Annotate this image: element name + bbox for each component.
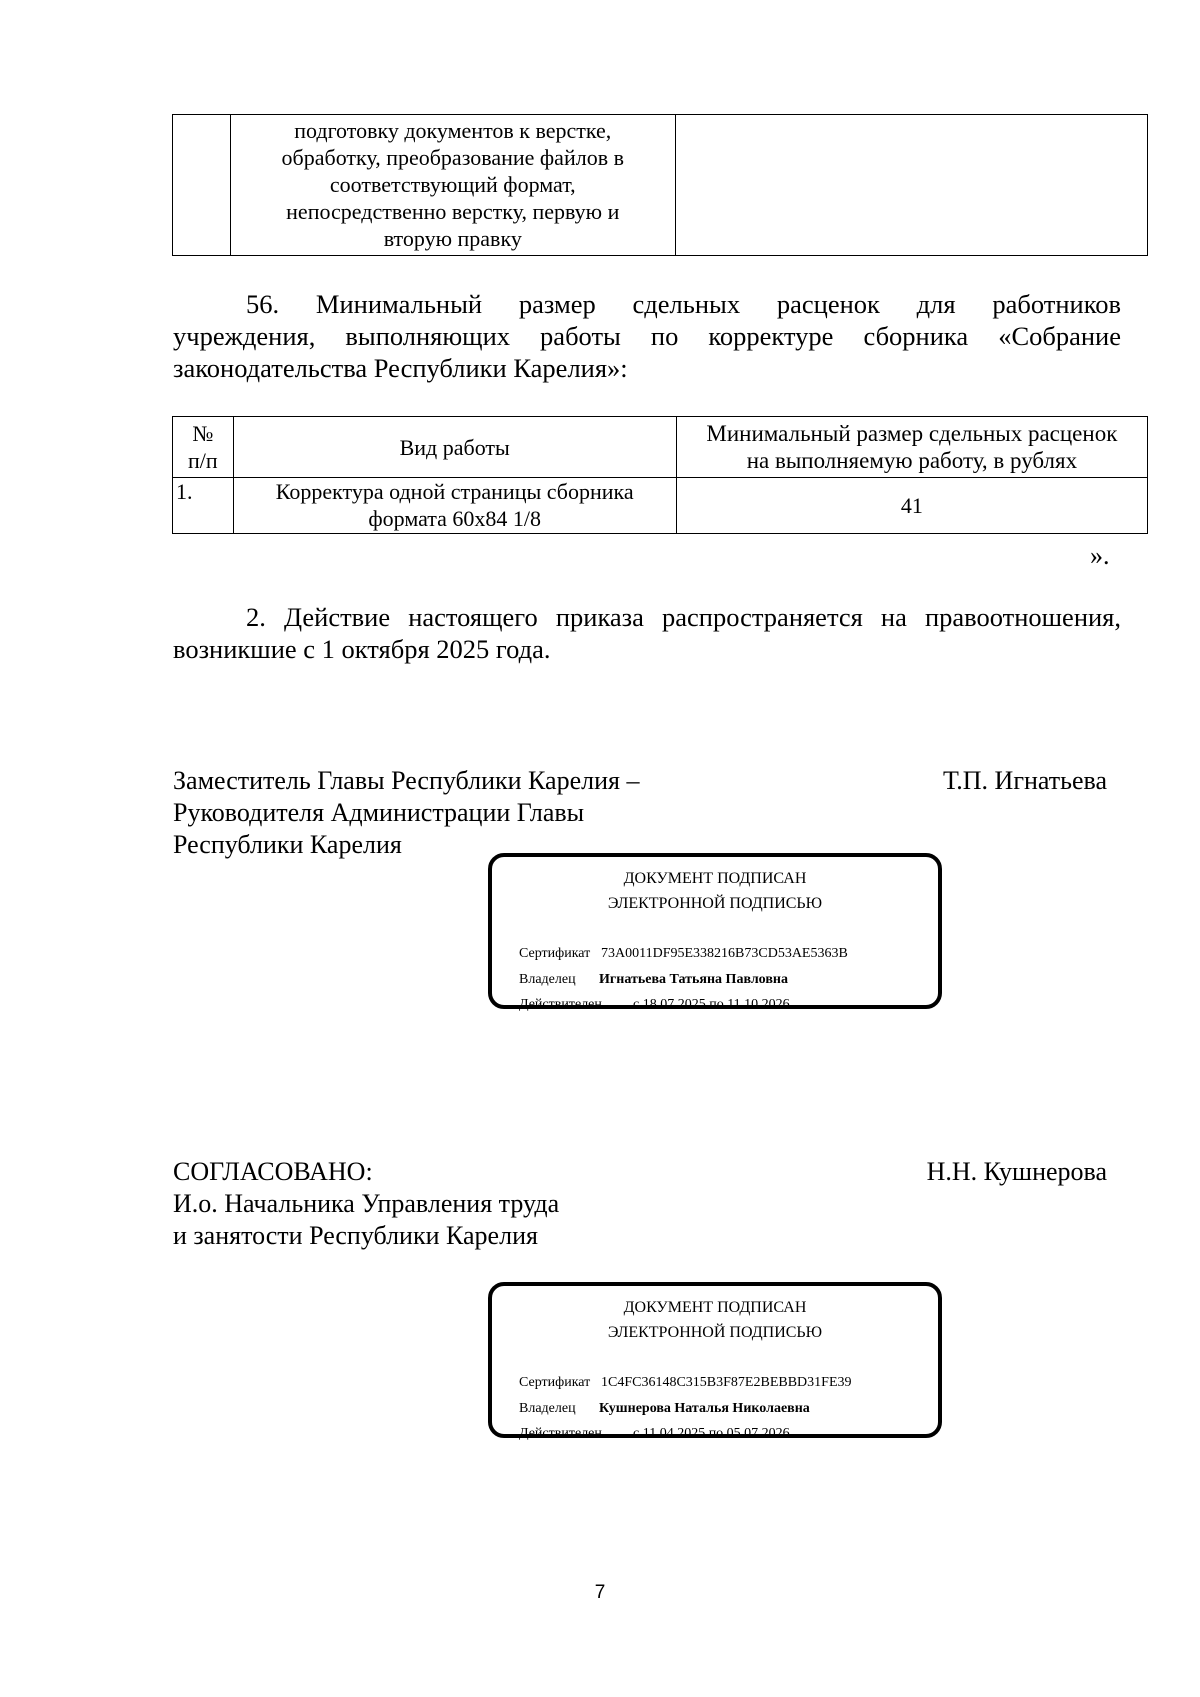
paragraph-2 — [173, 601, 1121, 665]
table-continuation — [172, 114, 1148, 256]
stamp-cert-value: 1C4FC36148C315B3F87E2BEBBD31FE39 — [601, 1375, 852, 1390]
approver-name: Н.Н. Кушнерова — [926, 1157, 1107, 1186]
header-num — [173, 417, 234, 478]
stamp-valid-label: Действителен — [519, 997, 602, 1012]
position-line: СОГЛАСОВАНО: — [173, 1157, 373, 1186]
row-work-line: Корректура одной страницы сборника — [275, 479, 634, 504]
row-rate: 41 — [676, 478, 1147, 534]
stamp-cert-label: Сертификат — [519, 946, 591, 961]
e-signature-stamp — [488, 1282, 942, 1441]
table-row — [173, 478, 1148, 534]
work-line: обработку, преобразование файлов в — [281, 145, 624, 170]
stamp-valid-value: с 18.07.2025 по 11.10.2026 — [633, 997, 790, 1012]
stamp-header: ЭЛЕКТРОННОЙ ПОДПИСЬЮ — [607, 895, 823, 912]
stamp-header: ЭЛЕКТРОННОЙ ПОДПИСЬЮ — [607, 1324, 823, 1341]
header-rate-line: на выполняемую работу, в рублях — [746, 448, 1078, 473]
paragraph-line: 2. Действие настоящего приказа распространяется на правоотношения, — [246, 602, 1121, 632]
position-line: И.о. Начальника Управления труда — [173, 1189, 560, 1218]
row-num: 1. — [173, 478, 234, 534]
stamp-owner-value: Кушнерова Наталья Николаевна — [599, 1401, 810, 1416]
work-line: соответствующий формат, — [329, 172, 576, 197]
position-line: и занятости Республики Карелия — [173, 1221, 538, 1250]
row-work-line: формата 60х84 1/8 — [368, 506, 542, 531]
stamp-cert-label: Сертификат — [519, 1375, 591, 1390]
paragraph-line: 56. Минимальный размер сдельных расценок для работников — [246, 289, 1121, 319]
header-rate — [676, 417, 1147, 478]
paragraph-line: учреждения, выполняющих работы по корректуре сборника «Собрание — [173, 321, 1121, 351]
stamp-valid-row — [505, 981, 790, 1029]
table-cell-rate — [675, 115, 1147, 256]
page-number: 7 — [594, 1582, 606, 1603]
header-num-line: № — [192, 421, 214, 446]
table-header-row — [173, 417, 1148, 478]
work-line: подготовку документов к верстке, — [294, 118, 612, 143]
stamp-valid-value: с 11.04.2025 по 05.07.2026 — [633, 1426, 790, 1441]
stamp-valid-label: Действителен — [519, 1426, 602, 1441]
stamp-owner-value: Игнатьева Татьяна Павловна — [599, 972, 788, 987]
closing-quote: ». — [1090, 541, 1110, 570]
table-cell-num — [173, 115, 231, 256]
table-cell-work — [230, 115, 675, 256]
work-line: непосредственно верстку, первую и — [286, 199, 620, 224]
work-line: вторую правку — [383, 226, 522, 251]
stamp-owner-label: Владелец — [519, 972, 576, 987]
stamp-header: ДОКУМЕНТ ПОДПИСАН — [623, 1299, 807, 1316]
row-work — [233, 478, 676, 534]
rates-table — [172, 416, 1148, 534]
e-signature-stamp — [488, 853, 942, 1012]
table-row — [173, 115, 1148, 256]
position-line: Заместитель Главы Республики Карелия – — [173, 766, 640, 795]
paragraph-56 — [173, 288, 1121, 384]
stamp-header: ДОКУМЕНТ ПОДПИСАН — [623, 870, 807, 887]
header-work: Вид работы — [233, 417, 676, 478]
approval-position — [173, 1156, 559, 1252]
stamp-valid-row — [505, 1410, 790, 1458]
paragraph-line: законодательства Республики Карелия»: — [173, 353, 628, 383]
stamp-cert-value: 73A0011DF95E338216B73CD53AE5363B — [601, 946, 848, 961]
header-num-line: п/п — [187, 448, 218, 473]
paragraph-line: возникшие с 1 октября 2025 года. — [173, 634, 551, 664]
header-rate-line: Минимальный размер сдельных расценок — [706, 421, 1118, 446]
position-line: Республики Карелия — [173, 830, 402, 859]
position-line: Руководителя Администрации Главы — [173, 798, 585, 827]
stamp-owner-label: Владелец — [519, 1401, 576, 1416]
signatory-name: Т.П. Игнатьева — [942, 766, 1107, 795]
signatory-position — [173, 765, 639, 861]
